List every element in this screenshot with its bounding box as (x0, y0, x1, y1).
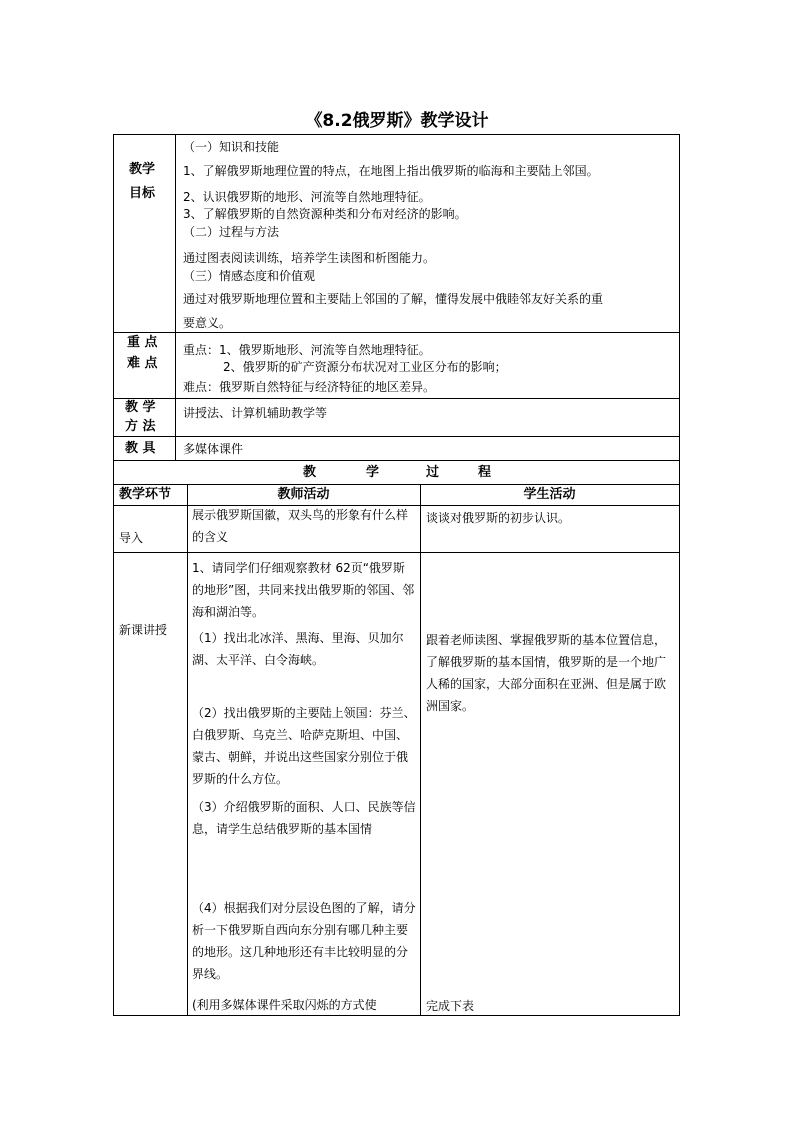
column-header-teacher: 教师活动 (277, 487, 330, 502)
process-heading-char: 学 (366, 465, 380, 480)
teacher-activity-paragraph: （4）根据我们对分层设色图的了解，请分析一下俄罗斯自西向东分别有哪几种主要的地形。这几种地形还有丰比较明显的分界线。 (192, 901, 416, 981)
process-heading-char: 过 (426, 465, 440, 480)
difficult-point-line: 难点：俄罗斯自然特征与经济特征的地区差异。 (183, 380, 436, 394)
column-divider (187, 484, 188, 1016)
objectives-heading: （二）过程与方法 (183, 225, 280, 239)
process-heading-char: 教 (303, 465, 317, 480)
column-header-student: 学生活动 (523, 487, 576, 502)
key-points-label: 难 点 (127, 356, 158, 371)
method-label: 教 学 (125, 400, 156, 415)
column-divider (175, 134, 176, 461)
stage-new-lesson: 新课讲授 (119, 623, 168, 637)
tools-text: 多媒体课件 (183, 442, 244, 456)
key-points-label: 重 点 (127, 335, 158, 350)
objectives-line: 3、了解俄罗斯的自然资源种类和分布对经济的影响。 (183, 207, 467, 221)
objectives-heading: （一）知识和技能 (183, 140, 280, 154)
teacher-activity-paragraph: (利用多媒体课件采取闪烁的方式使 (192, 998, 377, 1012)
table-border-top (113, 134, 680, 135)
objectives-heading: （三）情感态度和价值观 (183, 269, 316, 283)
method-text: 讲授法、计算机辅助教学等 (183, 406, 328, 420)
table-border-left (113, 134, 114, 1016)
column-header-stage: 教学环节 (119, 487, 172, 502)
objectives-line: 2、认识俄罗斯的地形、河流等自然地理特征。 (183, 190, 431, 204)
teacher-activity-paragraph: （3）介绍俄罗斯的面积、人口、民族等信息，请学生总结俄罗斯的基本国情 (192, 800, 416, 836)
key-point-line: 2、俄罗斯的矿产资源分布状况对工业区分布的影响； (223, 360, 507, 374)
row-divider (113, 398, 680, 399)
teacher-activity-intro: 展示俄罗斯国徽，双头鸟的形象有什么样的含义 (192, 508, 409, 544)
teacher-activity-paragraph: 1、请同学们仔细观察教材 62页“俄罗斯的地形”图，共同来找出俄罗斯的邻国、邻海和湖泊等。 (192, 561, 415, 619)
row-divider (113, 484, 680, 485)
objectives-line: 1、了解俄罗斯地理位置的特点，在地图上指出俄罗斯的临海和主要陆上邻国。 (183, 164, 599, 178)
objectives-line: 通过图表阅读训练，培养学生读图和析图能力。 (183, 251, 436, 265)
student-activity-new-lesson: 跟着老师读图、掌握俄罗斯的基本位置信息，了解俄罗斯的基本国情，俄罗斯的是一个地广人稀的国家，大部分面积在亚洲、但是属于欧洲国家。 (426, 633, 667, 713)
objectives-line: 要意义。 (183, 316, 232, 330)
table-border-right (679, 134, 680, 1016)
row-divider (113, 552, 680, 553)
teacher-activity-paragraph: （2）找出俄罗斯的主要陆上领国：芬兰、白俄罗斯、乌克兰、哈萨克斯坦、中国、蒙古、朝鲜，并说出这些国家分别位于俄罗斯的什么方位。 (192, 706, 416, 786)
method-label: 方 法 (125, 419, 156, 434)
row-divider (113, 460, 680, 461)
row-divider (113, 436, 680, 437)
column-divider (420, 484, 421, 1016)
student-activity-intro: 谈谈对俄罗斯的初步认识。 (426, 511, 571, 525)
lesson-plan-table (113, 134, 680, 1016)
teacher-activity-paragraph: （1）找出北冰洋、黑海、里海、贝加尔湖、太平洋、白令海峡。 (192, 631, 404, 667)
student-activity-table-task: 完成下表 (426, 999, 475, 1013)
objectives-label: 目标 (129, 186, 156, 201)
objectives-label: 教学 (129, 162, 156, 177)
process-heading-char: 程 (478, 465, 492, 480)
page-title: 《8.2俄罗斯》教学设计 (305, 111, 489, 131)
table-border-bottom (113, 1015, 680, 1016)
key-point-line: 重点：1、俄罗斯地形、河流等自然地理特征。 (183, 343, 431, 357)
tools-label: 教 具 (125, 441, 156, 456)
row-divider (113, 332, 680, 333)
stage-intro: 导入 (119, 531, 144, 545)
objectives-line: 通过对俄罗斯地理位置和主要陆上邻国的了解，懂得发展中俄睦邻友好关系的重 (183, 292, 604, 306)
